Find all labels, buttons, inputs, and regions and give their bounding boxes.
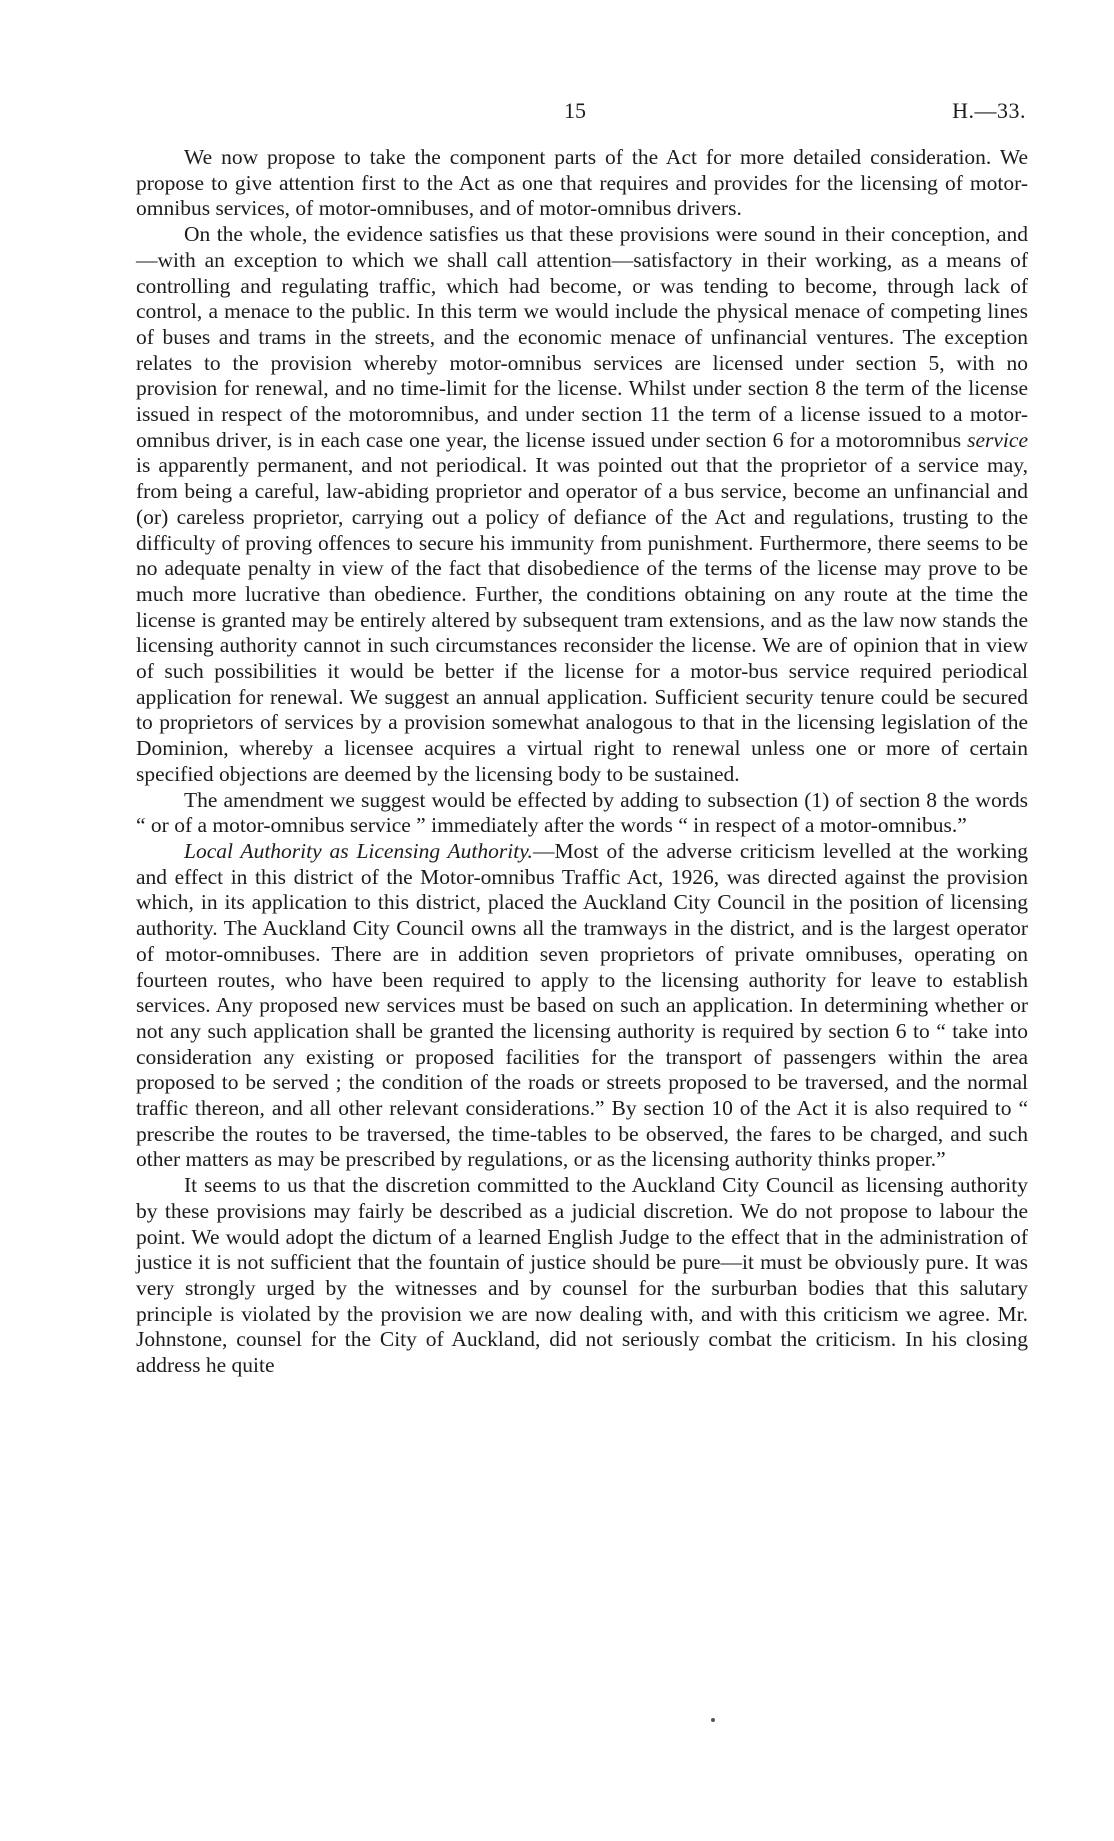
paragraph-text: —Most of the adverse criticism levelled at the working and effect in this district of the Motor-omnibus Traffic Act, 1926, was directed against the provision which, in its application to this district, placed the Auckland City Council in the position of licensing authority. The Auckland City Council owns all the tramways in the district, and is the largest operator of motor-omnibuses. There are in addition seven proprietors of private omnibuses, operating on fourteen routes, who have been required to apply to the licensing authority for leave to establish services. Any proposed new services must be based on such an application. In determining whether or not any such application shall be granted the licensing authority is required by section 6 to “ take into consideration any existing or proposed facilities for the transport of passengers within the area proposed to be served ; the condition of the roads or streets proposed to be traversed, and the normal traffic thereon, and all other relevant considerations.” By section 10 of the Act it is also required to “ prescribe the routes to be traversed, the time-tables to be observed, the fares to be charged, and such other matters as may be prescribed by regulations, or as the licensing authority thinks proper.” xyxy=(136,838,1028,1172)
paragraph-text: is apparently permanent, and not periodical. It was pointed out that the proprietor of a service may, from being a careful, law-abiding proprietor and operator of a bus service, become an unfinancial and (or) careless proprietor, carrying out a policy of defiance of the Act and regulations, trusting to the difficulty of proving offences to secure his immunity from punishment. Furthermore, there seems to be no adequate penalty in view of the fact that disobedience of the terms of the license may prove to be much more lucrative than obedience. Further, the conditions obtaining on any route at the time the license is granted may be entirely altered by subsequent tram extensions, and as the law now stands the licensing authority cannot in such circumstances reconsider the license. We are of opinion that in view of such possibilities it would be better if the license for a motor-bus service required periodical application for renewal. We suggest an annual application. Sufficient security tenure could be secured to proprietors of services by a provision somewhat analogous to that in the licensing legislation of the Dominion, whereby a licensee acquires a virtual right to renewal unless one or more of certain specified objections are deemed by the licensing body to be sustained. xyxy=(136,453,1028,786)
italic-term-service: service xyxy=(967,427,1028,452)
section-heading-local-authority: Local Authority as Licensing Authority. xyxy=(184,838,533,863)
print-speck xyxy=(711,1718,715,1722)
body-text xyxy=(136,145,1028,1379)
paragraph-judicial-discretion: It seems to us that the discretion committed to the Auckland City Council as licensing authority by these provisions may fairly be described as a judicial discretion. We do not propose to labour the point. We would adopt the dictum of a learned English Judge to the effect that in the administration of justice it is not sufficient that the fountain of justice should be pure—it must be obviously pure. It was very strongly urged by the witnesses and by counsel for the surburban bodies that this salutary principle is violated by the provision we are now dealing with, and with this criticism we agree. Mr. Johnstone, counsel for the City of Auckland, did not seriously combat the criticism. In his closing address he quite xyxy=(136,1173,1028,1378)
page-number: 15 xyxy=(564,98,586,123)
paragraph-licensing-authority xyxy=(136,839,1028,1173)
paragraph-text: On the whole, the evidence satisfies us that these provisions were sound in their conception, and—with an exception to which we shall call attention—satisfactory in their working, as a means of controlling and regulating traffic, which had become, or was tending to become, through lack of control, a menace to the public. In this term we would include the physical menace of competing lines of buses and trams in the streets, and the economic menace of unfinancial ventures. The exception relates to the provision whereby motor-omnibus services are licensed under section 5, with no provision for renewal, and no time-limit for the license. Whilst under section 8 the term of the license issued in respect of the motoromnibus, and under section 11 the term of a license issued to a motor-omnibus driver, is in each case one year, the license issued under section 6 for a motoromnibus xyxy=(136,222,1028,452)
document-reference: H.—33. xyxy=(952,98,1026,123)
paragraph-consideration: We now propose to take the component parts of the Act for more detailed consideration. We propose to give attention first to the Act as one that requires and provides for the licensing of motor-omnibus services, of motor-omnibuses, and of motor-omnibus drivers. xyxy=(136,145,1028,221)
paragraph-amendment: The amendment we suggest would be effected by adding to subsection (1) of section 8 the words “ or of a motor-omnibus service ” immediately after the words “ in respect of a motor-omnibus.” xyxy=(136,787,1028,838)
paragraph-provisions xyxy=(136,222,1028,787)
